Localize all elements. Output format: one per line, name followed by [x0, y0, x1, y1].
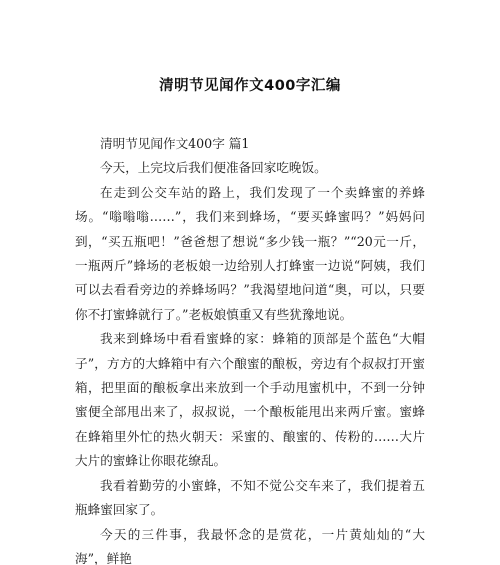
paragraph: 今天的三件事，我最怀念的是赏花，一片黄灿灿的“大海”，鲜艳 [75, 526, 425, 565]
paragraph: 在走到公交车站的路上，我们发现了一个卖蜂蜜的养蜂场。“嗡嗡嗡……”，我们来到蜂场，“要买蜂蜜吗？”妈妈问到，“买五瓶吧！”爸爸想了想说“多少钱一瓶？”“20元一斤，一瓶两斤”蜂场的老板娘一边给别人打蜂蜜一边说“阿姨，我们可以去看看旁边的养蜂场吗？”我渴望地问道“奥，可以，只要你不打蜜蜂就行了。”老板娘慎重又有些犹豫地说。 [75, 184, 425, 322]
document-title: 清明节见闻作文400字汇编 [159, 78, 341, 94]
section-heading: 清明节见闻作文400字 篇1 [100, 136, 250, 151]
paragraph: 今天，上完坟后我们便准备回家吃晚饭。 [100, 160, 327, 176]
paragraph: 我看着勤劳的小蜜蜂，不知不觉公交车来了，我们提着五瓶蜂蜜回家了。 [75, 477, 425, 518]
paragraph: 我来到蜂场中看看蜜蜂的家：蜂箱的顶部是个蓝色“大帽子”，方方的大蜂箱中有六个酿蜜的酿板，旁边有个叔叔打开蜜箱，把里面的酿板拿出来放到一个手动甩蜜机中，不到一分钟蜜便全部甩出来了，叔叔说，一个酿板能甩出来两斤蜜。蜜蜂在蜂箱里外忙的热火朝天：采蜜的、酿蜜的、传粉的……大片大片的蜜蜂让你眼花缭乱。 [75, 331, 425, 469]
document-body [75, 132, 425, 565]
